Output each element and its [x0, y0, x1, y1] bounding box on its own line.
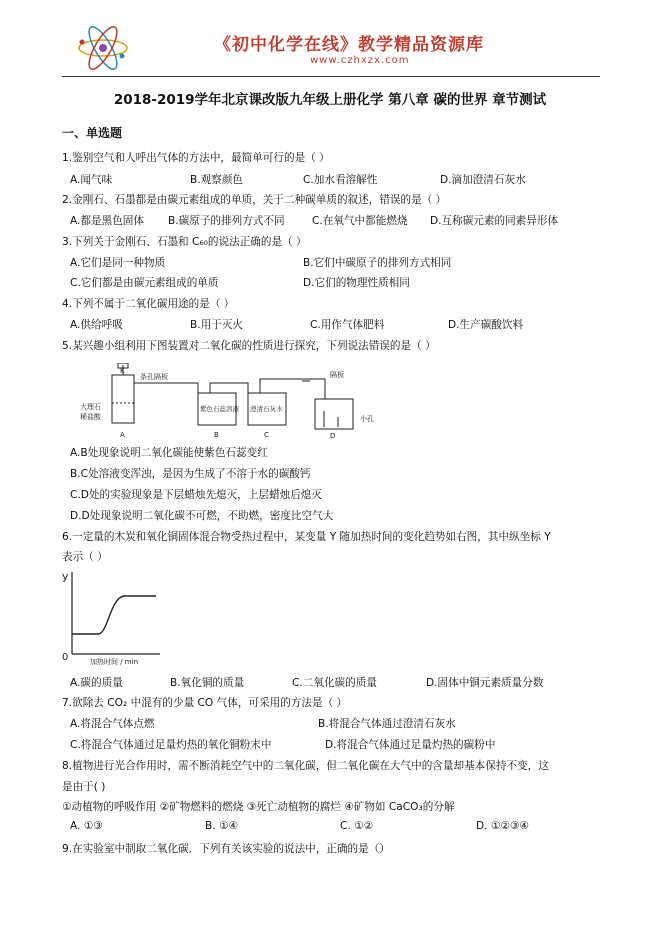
- q3-option-d: D.它们的物理性质相同: [303, 277, 410, 289]
- q3-option-b: B.它们中碳原子的排列方式相同: [303, 257, 452, 269]
- q2-option-a: A.都是黑色固体: [70, 215, 144, 227]
- fig5-label-marble: 大理石: [80, 403, 101, 411]
- fig5-label-hole: 小孔: [360, 415, 374, 423]
- q4-option-d: D.生产碳酸饮料: [448, 319, 524, 331]
- q1-option-d: D.滴加澄清石灰水: [440, 174, 526, 186]
- fig5-label-limewater: 澄清石灰水: [250, 405, 283, 413]
- q2-option-c: C.在氧气中都能燃烧: [312, 215, 408, 227]
- header-rule: [62, 76, 600, 77]
- q1-option-c: C.加水看溶解性: [303, 174, 378, 186]
- q6-option-d: D.固体中铜元素质量分数: [426, 677, 544, 689]
- site-url: www.czhxzx.com: [310, 55, 410, 66]
- question-6-stem: 6.一定量的木炭和氧化铜固体混合物受热过程中，某变量 Y 随加热时间的变化趋势如右图，其中纵坐标 Y: [62, 531, 551, 543]
- question-8-stem: 8.植物进行光合作用时，需不断消耗空气中的二氧化碳，但二氧化碳在大气中的含量却基本保持不变，这: [62, 760, 549, 772]
- q2-option-d: D.互称碳元素的同素异形体: [430, 215, 559, 227]
- q1-option-a: A.闻气味: [70, 174, 113, 186]
- y-vs-time-graph: [60, 566, 170, 666]
- q2-option-b: B.碳原子的排列方式不同: [168, 215, 285, 227]
- fig5-label-k: K: [120, 367, 125, 375]
- fig5-label-a: A: [120, 431, 125, 439]
- fig5-label-acid: 稀盐酸: [80, 413, 101, 421]
- q8-option-c: C. ①②: [340, 820, 374, 832]
- question-8-statements: ①动植物的呼吸作用 ②矿物燃料的燃烧 ③死亡动植物的腐烂 ④矿物如 CaCO₃的分解: [62, 801, 455, 813]
- co2-apparatus-figure: [80, 363, 480, 440]
- fig5-label-strip: 条孔隔板: [140, 373, 168, 381]
- fig5-label-c: C: [264, 431, 269, 439]
- header-banner: [62, 22, 600, 74]
- atom-logo-icon: [70, 26, 136, 70]
- q4-option-c: C.用作气体肥料: [310, 319, 385, 331]
- question-8-stem-cont: 是由于( ): [62, 781, 106, 793]
- fig6-y-label: y: [62, 570, 69, 583]
- question-5-stem: 5.某兴趣小组利用下图装置对二氧化碳的性质进行探究，下列说法错误的是（ ）: [62, 340, 436, 352]
- q5-option-a: A.B处现象说明二氧化碳能使紫色石蕊变红: [70, 447, 268, 459]
- q6-option-c: C.二氧化碳的质量: [292, 677, 377, 689]
- question-4-stem: 4.下列不属于二氧化碳用途的是（ ）: [62, 298, 235, 310]
- q5-option-c: C.D处的实验现象是下层蜡烛先熄灭，上层蜡烛后熄灭: [70, 489, 322, 501]
- question-6-stem-cont: 表示（ ）: [62, 551, 108, 563]
- q7-option-b: B.将混合气体通过澄清石灰水: [318, 718, 456, 730]
- fig5-label-litmus: 紫色石蕊溶液: [200, 405, 239, 413]
- site-name: 《初中化学在线》教学精品资源库: [214, 35, 484, 55]
- question-3-stem: 3.下列关于金刚石、石墨和 C₆₀的说法正确的是（ ）: [62, 236, 307, 248]
- q1-option-b: B.观察颜色: [190, 174, 244, 186]
- fig6-x-label: 加热时间 / min: [90, 658, 139, 666]
- q8-option-b: B. ①④: [205, 820, 238, 832]
- question-2-stem: 2.金刚石、石墨都是由碳元素组成的单质，关于二种碳单质的叙述，错误的是（ ）: [62, 194, 447, 206]
- question-1-stem: 1.鉴别空气和人呼出气体的方法中，最简单可行的是（ ）: [62, 152, 330, 164]
- question-7-stem: 7.欲除去 CO₂ 中混有的少量 CO 气体，可采用的方法是（ ）: [62, 697, 348, 709]
- q8-option-d: D. ①②③④: [476, 820, 529, 832]
- fig5-label-d: D: [330, 432, 336, 440]
- q5-option-b: B.C处溶液变浑浊，是因为生成了不溶于水的碳酸钙: [70, 468, 311, 480]
- fig6-origin-label: 0: [62, 652, 69, 663]
- page-title: 2018-2019学年北京课改版九年级上册化学 第八章 碳的世界 章节测试: [113, 92, 547, 108]
- q3-option-c: C.它们都是由碳元素组成的单质: [70, 277, 219, 289]
- fig5-label-b: B: [214, 431, 219, 439]
- q4-option-b: B.用于灭火: [190, 319, 244, 331]
- q8-option-a: A. ①③: [70, 820, 103, 832]
- question-9-stem: 9.在实验室中制取二氧化碳．下列有关该实验的说法中，正确的是（）: [62, 843, 390, 855]
- q3-option-a: A.它们是同一种物质: [70, 257, 166, 269]
- section-heading: 一、单选题: [62, 126, 123, 140]
- q7-option-a: A.将混合气体点燃: [70, 718, 155, 730]
- q4-option-a: A.供给呼吸: [70, 319, 123, 331]
- fig5-label-baffle: 隔板: [330, 371, 344, 379]
- q7-option-d: D.将混合气体通过足量灼热的碳粉中: [325, 739, 496, 751]
- q6-option-b: B.氧化铜的质量: [170, 677, 245, 689]
- q6-option-a: A.碳的质量: [70, 677, 123, 689]
- q5-option-d: D.D处现象说明二氧化碳不可燃，不助燃，密度比空气大: [70, 510, 334, 522]
- q7-option-c: C.将混合气体通过足量灼热的氧化铜粉末中: [70, 739, 272, 751]
